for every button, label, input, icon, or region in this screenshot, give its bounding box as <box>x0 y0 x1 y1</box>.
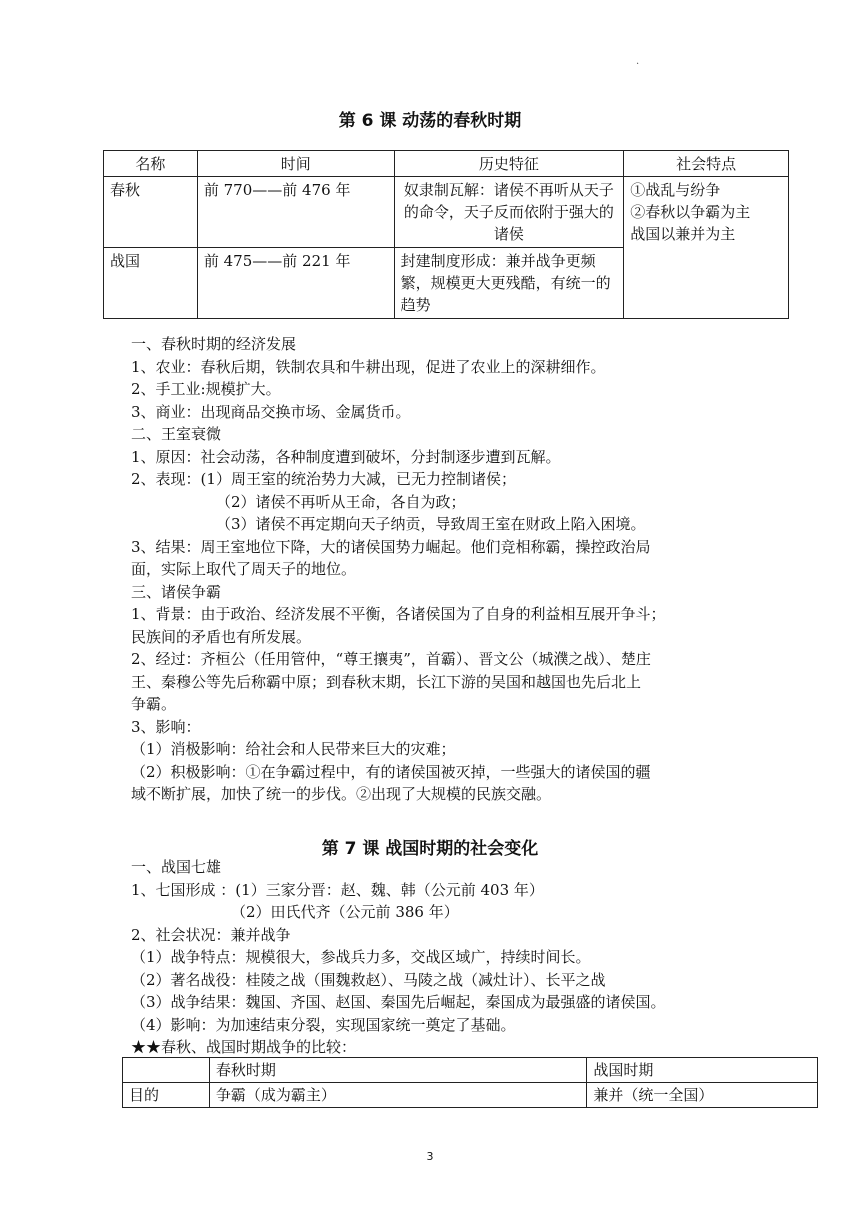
section-heading: 三、诸侯争霸 <box>131 582 222 601</box>
text-line: 1、七国形成 ：(1）三家分晋：赵、魏、韩（公元前 403 年） <box>131 880 544 899</box>
social-line: ②春秋以争霸为主 <box>630 203 751 221</box>
row-label: 目的 <box>123 1083 210 1108</box>
row-time: 前 770——前 476 年 <box>197 177 394 248</box>
text-line: 3、影响： <box>131 717 201 736</box>
text-line: 2、手工业:规模扩大。 <box>131 380 281 398</box>
text-line: （4）影响：为加速结束分裂，实现国家统一奠定了基础。 <box>131 1015 516 1034</box>
text-line: 1、原因：社会动荡，各种制度遭到破坏，分封制逐步遭到瓦解。 <box>131 447 561 466</box>
social-line: ①战乱与纷争 <box>630 181 721 199</box>
row-spring-autumn: 争霸（成为霸主） <box>209 1083 586 1108</box>
row-time: 前 475——前 221 年 <box>197 248 394 319</box>
lesson6-body <box>131 333 731 806</box>
social-features-cell <box>624 177 789 319</box>
text-line: （1）消极影响：给社会和人民带来巨大的灾难； <box>131 740 456 758</box>
text-line: 面，实际上取代了周天子的地位。 <box>131 560 357 578</box>
table-row <box>123 1083 818 1108</box>
row-feature: 奴隶制瓦解：诸侯不再听从天子的命令，天子反而依附于强大的诸侯 <box>394 177 624 248</box>
text-line: 域不断扩展，加快了统一的步伐。②出现了大规模的民族交融。 <box>131 785 552 803</box>
row-feature: 封建制度形成：兼并战争更频繁，规模更大更残酷，有统一的趋势 <box>394 248 624 319</box>
text-line: （2）积极影响：①在争霸过程中，有的诸侯国被灭掉，一些强大的诸侯国的疆 <box>131 762 651 781</box>
text-line: （2）田氏代齐（公元前 386 年） <box>231 903 459 921</box>
lesson7-title: 第 7 课 战国时期的社会变化 <box>321 839 539 859</box>
lesson6-title: 第 6 课 动荡的春秋时期 <box>338 111 522 131</box>
header-name: 名称 <box>104 151 198 177</box>
table-header-row <box>104 151 789 177</box>
header-spring-autumn: 春秋时期 <box>209 1058 586 1083</box>
table-row <box>104 177 789 248</box>
text-line: 3、商业：出现商品交换市场、金属货币。 <box>131 402 411 421</box>
header-social: 社会特点 <box>624 151 789 177</box>
row-name: 春秋 <box>104 177 198 248</box>
comparison-heading: ★★春秋、战国时期战争的比较： <box>131 1038 357 1056</box>
section-heading: 二、王室衰微 <box>131 425 222 443</box>
text-line: 1、背景：由于政治、经济发展不平衡，各诸侯国为了自身的利益相互展开争斗； <box>131 605 666 623</box>
text-line: 2、经过：齐桓公（任用管仲，“尊王攘夷”，首霸）、晋文公（城濮之战）、楚庄 <box>131 650 651 668</box>
text-line: 1、农业：春秋后期，铁制农具和牛耕出现，促进了农业上的深耕细作。 <box>131 357 606 376</box>
text-line: 2、表现：(1）周王室的统治势力大减，已无力控制诸侯； <box>131 470 516 488</box>
social-line: 战国以兼并为主 <box>630 225 736 243</box>
text-line: 2、社会状况：兼并战争 <box>131 925 291 944</box>
text-line: 民族间的矛盾也有所发展。 <box>131 627 312 646</box>
page-number: 3 <box>426 1150 434 1163</box>
war-comparison-table <box>122 1057 818 1108</box>
header-dot: . <box>636 56 640 67</box>
header-time: 时间 <box>197 151 394 177</box>
header-feature: 历史特征 <box>394 151 624 177</box>
text-line: 王、秦穆公等先后称霸中原；到春秋末期，长江下游的吴国和越国也先后北上 <box>131 672 642 691</box>
section-heading: 一、春秋时期的经济发展 <box>131 335 297 353</box>
section-heading: 一、战国七雄 <box>131 858 222 876</box>
header-warring-states: 战国时期 <box>587 1058 818 1083</box>
text-line: 争霸。 <box>131 695 177 713</box>
text-line: （2）著名战役：桂陵之战（围魏救赵）、马陵之战（减灶计）、长平之战 <box>131 970 606 989</box>
header-empty <box>123 1058 210 1083</box>
text-line: 3、结果：周王室地位下降，大的诸侯国势力崛起。他们竞相称霸，操控政治局 <box>131 537 651 556</box>
text-line: （3）战争结果：魏国、齐国、赵国、秦国先后崛起，秦国成为最强盛的诸侯国。 <box>131 993 666 1011</box>
row-name: 战国 <box>104 248 198 319</box>
table-header-row <box>123 1058 818 1083</box>
text-line: （3）诸侯不再定期向天子纳贡，导致周王室在财政上陷入困境。 <box>216 515 646 533</box>
text-line: （1）战争特点：规模很大，参战兵力多，交战区域广，持续时间长。 <box>131 948 591 966</box>
lesson7-body <box>131 856 731 1059</box>
text-line: （2）诸侯不再听从王命，各自为政； <box>216 492 466 511</box>
lesson6-period-table <box>103 150 789 319</box>
row-warring-states: 兼并（统一全国） <box>587 1083 818 1108</box>
